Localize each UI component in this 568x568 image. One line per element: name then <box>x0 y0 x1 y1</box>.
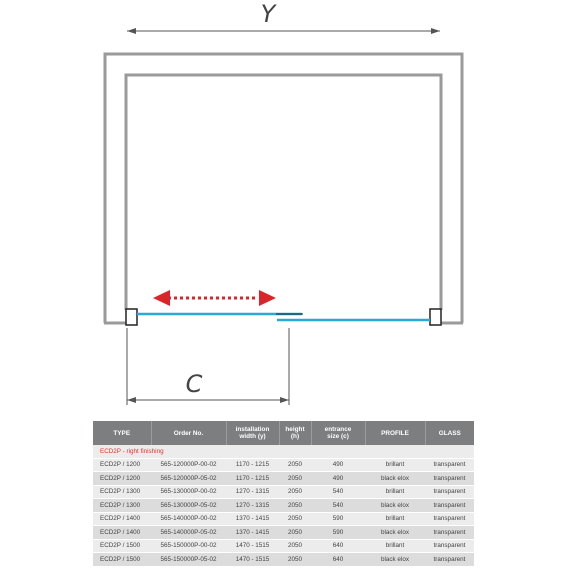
header-glass: GLASS <box>425 421 474 445</box>
cell-profile: black elox <box>365 499 425 513</box>
cell-entrance: 490 <box>311 472 365 486</box>
cell-type: ECD2P / 1500 <box>93 539 151 553</box>
cell-order: 565-130000P-00-02 <box>151 485 226 499</box>
table-row <box>93 526 474 540</box>
cell-order: 565-140000P-00-02 <box>151 512 226 526</box>
header-entrance-line1: entrance <box>324 426 352 433</box>
cell-glass: transparent <box>425 539 474 553</box>
entrance-dimension <box>127 328 289 405</box>
table-row <box>93 553 474 567</box>
header-height-line2: (h) <box>290 433 300 440</box>
table-header-row <box>93 421 474 445</box>
table-row <box>93 499 474 513</box>
cell-glass: transparent <box>425 512 474 526</box>
outer-frame <box>105 54 462 323</box>
header-installation-line2: width (y) <box>239 433 266 440</box>
cell-profile: black elox <box>365 553 425 567</box>
cell-profile: brillant <box>365 458 425 472</box>
table-row <box>93 485 474 499</box>
cell-entrance: 490 <box>311 458 365 472</box>
cell-entrance: 640 <box>311 553 365 567</box>
cell-entrance: 540 <box>311 499 365 513</box>
slide-direction-arrow <box>153 290 276 306</box>
table-row <box>93 472 474 486</box>
cell-type: ECD2P / 1400 <box>93 512 151 526</box>
cell-profile: black elox <box>365 472 425 486</box>
cell-entrance: 640 <box>311 539 365 553</box>
cell-glass: transparent <box>425 485 474 499</box>
cell-height: 2050 <box>279 553 311 567</box>
header-height-line1: height <box>285 426 305 433</box>
cell-order: 565-150000P-05-02 <box>151 553 226 567</box>
group-row <box>93 445 474 458</box>
cell-order: 565-130000P-05-02 <box>151 499 226 513</box>
cell-order: 565-120000P-00-02 <box>151 458 226 472</box>
cell-profile: brillant <box>365 485 425 499</box>
cell-glass: transparent <box>425 553 474 567</box>
cell-profile: brillant <box>365 539 425 553</box>
cell-installation: 1470 - 1515 <box>226 539 279 553</box>
header-order: Order No. <box>151 421 226 445</box>
width-dimension <box>127 0 440 34</box>
spec-table <box>93 421 474 567</box>
entrance-label: C <box>185 370 203 398</box>
cell-type: ECD2P / 1500 <box>93 553 151 567</box>
cell-type: ECD2P / 1200 <box>93 458 151 472</box>
header-height <box>279 421 311 445</box>
cell-installation: 1470 - 1515 <box>226 553 279 567</box>
header-installation <box>226 421 279 445</box>
cell-height: 2050 <box>279 458 311 472</box>
cell-type: ECD2P / 1300 <box>93 485 151 499</box>
header-entrance-line2: size (c) <box>327 433 349 440</box>
cell-installation: 1170 - 1215 <box>226 472 279 486</box>
cell-entrance: 590 <box>311 526 365 540</box>
cell-installation: 1370 - 1415 <box>226 512 279 526</box>
table-row <box>93 458 474 472</box>
cell-type: ECD2P / 1300 <box>93 499 151 513</box>
cell-type: ECD2P / 1200 <box>93 472 151 486</box>
left-wall-profile <box>126 309 137 325</box>
group-label: ECD2P - right finishing <box>93 445 474 458</box>
cell-height: 2050 <box>279 539 311 553</box>
cell-glass: transparent <box>425 499 474 513</box>
cell-height: 2050 <box>279 526 311 540</box>
cell-height: 2050 <box>279 472 311 486</box>
table-row <box>93 539 474 553</box>
cell-installation: 1270 - 1315 <box>226 499 279 513</box>
cell-glass: transparent <box>425 526 474 540</box>
cell-profile: black elox <box>365 526 425 540</box>
header-installation-line1: installation <box>235 426 270 433</box>
header-entrance <box>311 421 365 445</box>
cell-installation: 1370 - 1415 <box>226 526 279 540</box>
cell-glass: transparent <box>425 472 474 486</box>
cell-height: 2050 <box>279 485 311 499</box>
cell-glass: transparent <box>425 458 474 472</box>
header-profile: PROFILE <box>365 421 425 445</box>
cell-installation: 1270 - 1315 <box>226 485 279 499</box>
cell-order: 565-120000P-05-02 <box>151 472 226 486</box>
width-label: Y <box>260 0 276 28</box>
cell-profile: brillant <box>365 512 425 526</box>
cell-entrance: 590 <box>311 512 365 526</box>
cell-height: 2050 <box>279 512 311 526</box>
header-type: TYPE <box>93 421 151 445</box>
cell-installation: 1170 - 1215 <box>226 458 279 472</box>
cell-height: 2050 <box>279 499 311 513</box>
right-wall-profile <box>430 309 441 325</box>
cell-order: 565-140000P-05-02 <box>151 526 226 540</box>
inner-frame <box>126 75 441 310</box>
cell-order: 565-150000P-00-02 <box>151 539 226 553</box>
cell-type: ECD2P / 1400 <box>93 526 151 540</box>
table-row <box>93 512 474 526</box>
cell-entrance: 540 <box>311 485 365 499</box>
